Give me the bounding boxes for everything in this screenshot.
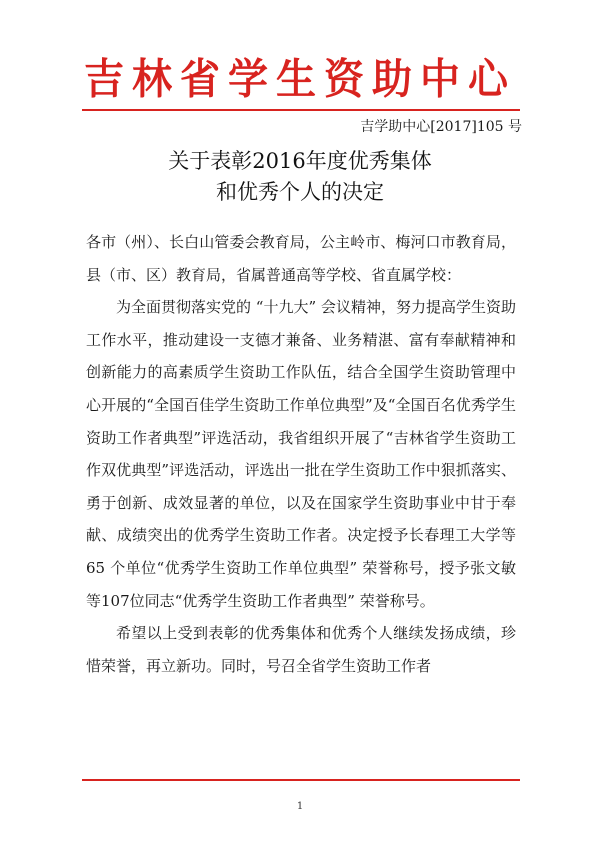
- document-title-line-2: 和优秀个人的决定: [216, 180, 384, 204]
- letterhead-title: 吉林省学生资助中心: [84, 54, 516, 105]
- letterhead-red-rule: [82, 109, 520, 111]
- body-paragraph-1: 为全面贯彻落实党的 “十九大” 会议精神，努力提高学生资助工作水平，推动建设一支德才兼备、业务精湛、富有奉献精神和创新能力的高素质学生资助工作队伍，结合全国学生资助管理中心开展的“全国百佳学生资助工作单位典型”及“全国百名优秀学生资助工作者典型”评选活动，我省组织开展了“吉林省学生资助工作双优典型”评选活动，评选出一批在学生资助工作中狠抓落实、勇于创新、成效显著的单位，以及在国家学生资助事业中甘于奉献、成绩突出的优秀学生资助工作者。决定授予长春理工大学等 65 个单位“优秀学生资助工作单位典型” 荣誉称号，授予张文敏等107位同志“优秀学生资助工作者典型” 荣誉称号。: [86, 298, 516, 610]
- document-title: [0, 146, 600, 208]
- document-number: 吉学助中心[2017]105 号: [360, 119, 522, 135]
- salutation: 各市（州）、长白山管委会教育局，公主岭市、梅河口市教育局，县（市、区）教育局，省属普通高等学校、省直属学校：: [86, 233, 516, 284]
- document-body: [86, 226, 516, 682]
- document-title-line-1: 关于表彰2016年度优秀集体: [168, 149, 432, 173]
- footer-red-rule: [82, 779, 520, 781]
- body-paragraph-2: 希望以上受到表彰的优秀集体和优秀个人继续发扬成绩，珍惜荣誉，再立新功。同时，号召全省学生资助工作者: [86, 624, 516, 675]
- page-number: 1: [296, 801, 304, 812]
